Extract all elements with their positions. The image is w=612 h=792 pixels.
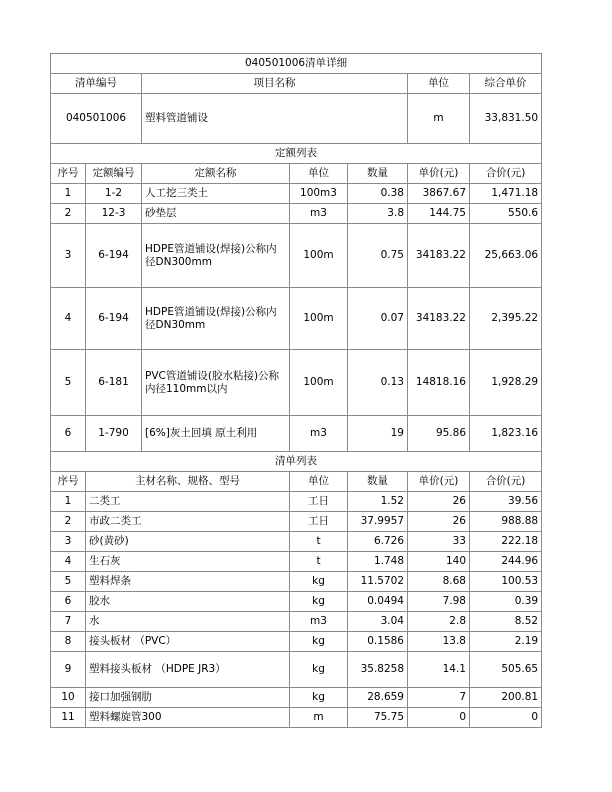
material-row bbox=[51, 552, 542, 572]
quota-no: 1 bbox=[51, 184, 86, 204]
material-row bbox=[51, 592, 542, 612]
quota-name: [6%]灰土回填 原土利用 bbox=[142, 416, 290, 452]
quota-total: 1,471.18 bbox=[470, 184, 542, 204]
quota-code: 6-194 bbox=[86, 288, 142, 350]
material-price: 2.8 bbox=[408, 612, 470, 632]
summary-price: 33,831.50 bbox=[470, 94, 542, 144]
quota-price: 34183.22 bbox=[408, 224, 470, 288]
quota-header-price: 单价(元) bbox=[408, 164, 470, 184]
material-no: 5 bbox=[51, 572, 86, 592]
quota-unit: m3 bbox=[290, 416, 348, 452]
material-unit: kg bbox=[290, 652, 348, 688]
material-qty: 28.659 bbox=[348, 688, 408, 708]
material-price: 7 bbox=[408, 688, 470, 708]
material-qty: 1.748 bbox=[348, 552, 408, 572]
summary-header-code: 清单编号 bbox=[51, 74, 142, 94]
material-row bbox=[51, 572, 542, 592]
quota-unit: 100m bbox=[290, 288, 348, 350]
material-unit: kg bbox=[290, 592, 348, 612]
quota-total: 1,823.16 bbox=[470, 416, 542, 452]
summary-unit: m bbox=[408, 94, 470, 144]
material-row bbox=[51, 532, 542, 552]
quota-name: PVC管道铺设(胶水粘接)公称内径110mm以内 bbox=[142, 350, 290, 416]
quota-unit: 100m bbox=[290, 224, 348, 288]
material-price: 8.68 bbox=[408, 572, 470, 592]
materials-header-no: 序号 bbox=[51, 472, 86, 492]
quota-unit: m3 bbox=[290, 204, 348, 224]
material-row bbox=[51, 652, 542, 688]
material-name: 塑料螺旋管300 bbox=[86, 708, 290, 728]
material-name: 砂(黄砂) bbox=[86, 532, 290, 552]
material-price: 26 bbox=[408, 492, 470, 512]
summary-name: 塑料管道铺设 bbox=[142, 94, 408, 144]
material-name: 二类工 bbox=[86, 492, 290, 512]
material-name: 接口加强钢肋 bbox=[86, 688, 290, 708]
material-row bbox=[51, 512, 542, 532]
quota-header-total: 合价(元) bbox=[470, 164, 542, 184]
material-row bbox=[51, 708, 542, 728]
quota-qty: 0.13 bbox=[348, 350, 408, 416]
quota-section-title: 定额列表 bbox=[51, 144, 542, 164]
material-no: 9 bbox=[51, 652, 86, 688]
quota-no: 6 bbox=[51, 416, 86, 452]
quota-header-no: 序号 bbox=[51, 164, 86, 184]
material-price: 0 bbox=[408, 708, 470, 728]
summary-header-unit: 单位 bbox=[408, 74, 470, 94]
material-qty: 3.04 bbox=[348, 612, 408, 632]
quota-no: 2 bbox=[51, 204, 86, 224]
quota-name: 人工挖三类土 bbox=[142, 184, 290, 204]
quota-code: 1-790 bbox=[86, 416, 142, 452]
summary-header-name: 项目名称 bbox=[142, 74, 408, 94]
quota-row bbox=[51, 350, 542, 416]
material-qty: 35.8258 bbox=[348, 652, 408, 688]
material-row bbox=[51, 612, 542, 632]
material-qty: 0.0494 bbox=[348, 592, 408, 612]
summary-header-price: 综合单价 bbox=[470, 74, 542, 94]
material-row bbox=[51, 688, 542, 708]
material-name: 塑料接头板材 （HDPE JR3） bbox=[86, 652, 290, 688]
material-price: 7.98 bbox=[408, 592, 470, 612]
quota-price: 34183.22 bbox=[408, 288, 470, 350]
quota-price: 14818.16 bbox=[408, 350, 470, 416]
quota-row bbox=[51, 184, 542, 204]
material-name: 塑料焊条 bbox=[86, 572, 290, 592]
quota-row bbox=[51, 204, 542, 224]
material-row bbox=[51, 492, 542, 512]
quota-row bbox=[51, 416, 542, 452]
material-name: 接头板材 （PVC） bbox=[86, 632, 290, 652]
material-qty: 11.5702 bbox=[348, 572, 408, 592]
material-no: 1 bbox=[51, 492, 86, 512]
material-qty: 6.726 bbox=[348, 532, 408, 552]
material-total: 39.56 bbox=[470, 492, 542, 512]
material-total: 100.53 bbox=[470, 572, 542, 592]
material-no: 10 bbox=[51, 688, 86, 708]
quota-total: 550.6 bbox=[470, 204, 542, 224]
quota-total: 25,663.06 bbox=[470, 224, 542, 288]
materials-header-price: 单价(元) bbox=[408, 472, 470, 492]
quota-name: HDPE管道铺设(焊接)公称内径DN30mm bbox=[142, 288, 290, 350]
quota-price: 95.86 bbox=[408, 416, 470, 452]
material-price: 14.1 bbox=[408, 652, 470, 688]
quota-code: 12-3 bbox=[86, 204, 142, 224]
quota-total: 1,928.29 bbox=[470, 350, 542, 416]
material-name: 胶水 bbox=[86, 592, 290, 612]
quota-no: 3 bbox=[51, 224, 86, 288]
material-unit: 工日 bbox=[290, 512, 348, 532]
quota-code: 6-194 bbox=[86, 224, 142, 288]
material-qty: 37.9957 bbox=[348, 512, 408, 532]
quota-name: HDPE管道铺设(焊接)公称内径DN300mm bbox=[142, 224, 290, 288]
material-unit: kg bbox=[290, 688, 348, 708]
materials-header-total: 合价(元) bbox=[470, 472, 542, 492]
quota-header-qty: 数量 bbox=[348, 164, 408, 184]
quota-no: 4 bbox=[51, 288, 86, 350]
material-name: 生石灰 bbox=[86, 552, 290, 572]
material-total: 222.18 bbox=[470, 532, 542, 552]
material-name: 水 bbox=[86, 612, 290, 632]
material-name: 市政二类工 bbox=[86, 512, 290, 532]
quota-qty: 0.07 bbox=[348, 288, 408, 350]
material-unit: kg bbox=[290, 572, 348, 592]
material-total: 505.65 bbox=[470, 652, 542, 688]
quota-header-name: 定额名称 bbox=[142, 164, 290, 184]
summary-code: 040501006 bbox=[51, 94, 142, 144]
quota-unit: 100m bbox=[290, 350, 348, 416]
material-price: 13.8 bbox=[408, 632, 470, 652]
main-sheet bbox=[50, 53, 542, 728]
material-no: 3 bbox=[51, 532, 86, 552]
quota-qty: 19 bbox=[348, 416, 408, 452]
material-total: 8.52 bbox=[470, 612, 542, 632]
quota-no: 5 bbox=[51, 350, 86, 416]
material-total: 0 bbox=[470, 708, 542, 728]
material-total: 0.39 bbox=[470, 592, 542, 612]
material-unit: 工日 bbox=[290, 492, 348, 512]
material-qty: 75.75 bbox=[348, 708, 408, 728]
material-unit: m3 bbox=[290, 612, 348, 632]
quota-total: 2,395.22 bbox=[470, 288, 542, 350]
material-qty: 1.52 bbox=[348, 492, 408, 512]
quota-price: 144.75 bbox=[408, 204, 470, 224]
materials-section-title: 清单列表 bbox=[51, 452, 542, 472]
material-unit: kg bbox=[290, 632, 348, 652]
material-no: 8 bbox=[51, 632, 86, 652]
material-total: 200.81 bbox=[470, 688, 542, 708]
material-price: 33 bbox=[408, 532, 470, 552]
material-price: 26 bbox=[408, 512, 470, 532]
material-total: 244.96 bbox=[470, 552, 542, 572]
material-unit: t bbox=[290, 552, 348, 572]
quota-qty: 3.8 bbox=[348, 204, 408, 224]
material-no: 11 bbox=[51, 708, 86, 728]
material-unit: t bbox=[290, 532, 348, 552]
materials-header-qty: 数量 bbox=[348, 472, 408, 492]
quota-name: 砂垫层 bbox=[142, 204, 290, 224]
quota-row bbox=[51, 224, 542, 288]
material-no: 6 bbox=[51, 592, 86, 612]
material-qty: 0.1586 bbox=[348, 632, 408, 652]
materials-header-name: 主材名称、规格、型号 bbox=[86, 472, 290, 492]
quota-qty: 0.75 bbox=[348, 224, 408, 288]
material-total: 988.88 bbox=[470, 512, 542, 532]
material-no: 2 bbox=[51, 512, 86, 532]
page-title: 040501006清单详细 bbox=[51, 54, 542, 74]
quota-header-code: 定额编号 bbox=[86, 164, 142, 184]
material-no: 7 bbox=[51, 612, 86, 632]
quota-unit: 100m3 bbox=[290, 184, 348, 204]
material-row bbox=[51, 632, 542, 652]
materials-header-unit: 单位 bbox=[290, 472, 348, 492]
quota-price: 3867.67 bbox=[408, 184, 470, 204]
material-price: 140 bbox=[408, 552, 470, 572]
material-no: 4 bbox=[51, 552, 86, 572]
quota-row bbox=[51, 288, 542, 350]
quota-header-unit: 单位 bbox=[290, 164, 348, 184]
quota-code: 6-181 bbox=[86, 350, 142, 416]
material-total: 2.19 bbox=[470, 632, 542, 652]
quota-code: 1-2 bbox=[86, 184, 142, 204]
quota-qty: 0.38 bbox=[348, 184, 408, 204]
material-unit: m bbox=[290, 708, 348, 728]
